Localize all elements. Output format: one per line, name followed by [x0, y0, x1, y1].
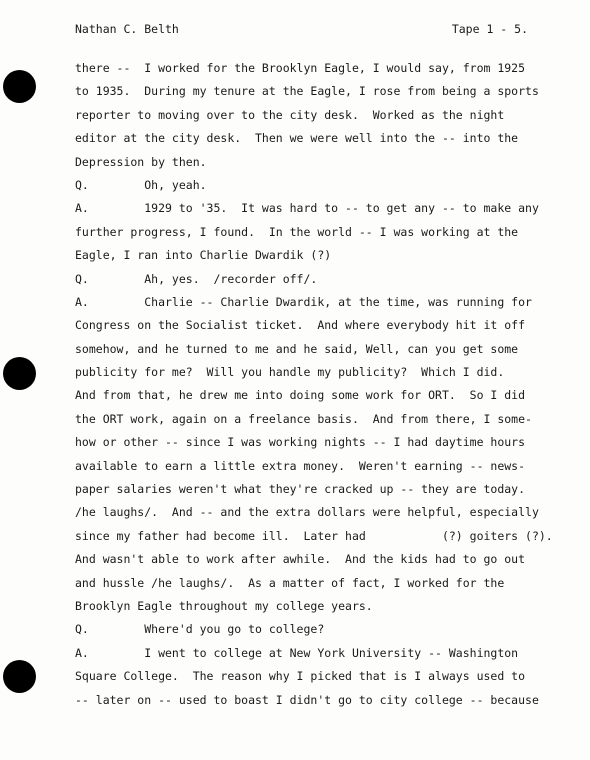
tape-page-number: Tape 1 - 5.	[451, 22, 528, 36]
text-line: Eagle, I ran into Charlie Dwardik (?)	[75, 248, 332, 263]
text-line: A. 1929 to '35. It was hard to -- to get any -- to make any	[75, 201, 539, 216]
text-line: Q. Ah, yes. /recorder off/.	[75, 271, 318, 286]
text-line: A. Charlie -- Charlie Dwardik, at the time, was running for	[75, 294, 532, 309]
text-line: since my father had become ill. Later had (?) goiters (?).	[75, 528, 553, 543]
text-line: and hussle /he laughs/. As a matter of fact, I worked for the	[75, 575, 505, 590]
text-line: somehow, and he turned to me and he said, Well, can you get some	[75, 341, 519, 356]
text-line: Depression by then.	[75, 154, 207, 169]
binder-hole-middle	[3, 357, 36, 390]
page-header	[75, 22, 528, 40]
text-line: the ORT work, again on a freelance basis. And from there, I some-	[75, 411, 532, 426]
text-line: paper salaries weren't what they're cracked up -- they are today.	[75, 482, 526, 497]
text-line: And wasn't able to work after awhile. And the kids had to go out	[75, 552, 526, 567]
text-line: A. I went to college at New York University -- Washington	[75, 645, 519, 660]
text-line: And from that, he drew me into doing some work for ORT. So I did	[75, 388, 526, 403]
binder-hole-bottom	[3, 660, 36, 693]
text-line: there -- I worked for the Brooklyn Eagle, I would say, from 1925	[75, 61, 526, 75]
text-line: Congress on the Socialist ticket. And where everybody hit it off	[75, 318, 526, 333]
text-line: further progress, I found. In the world -- I was working at the	[75, 224, 519, 239]
text-line: -- later on -- used to boast I didn't go to city college -- because	[75, 692, 539, 707]
text-line: how or other -- since I was working nights -- I had daytime hours	[75, 435, 526, 450]
transcript-body	[75, 57, 565, 712]
text-line: Square College. The reason why I picked that is I always used to	[75, 669, 526, 684]
text-line: editor at the city desk. Then we were well into the -- into the	[75, 131, 519, 146]
text-line: Q. Where'd you go to college?	[75, 622, 325, 637]
text-line: /he laughs/. And -- and the extra dollars were helpful, especially	[75, 505, 539, 520]
binder-hole-top	[3, 70, 36, 103]
interviewee-name: Nathan C. Belth	[75, 22, 179, 36]
text-line: to 1935. During my tenure at the Eagle, I rose from being a sports	[75, 84, 539, 99]
text-line: publicity for me? Will you handle my publicity? Which I did.	[75, 365, 505, 380]
text-line: reporter to moving over to the city desk. Worked as the night	[75, 107, 505, 122]
text-line: Brooklyn Eagle throughout my college years.	[75, 598, 373, 613]
text-line: available to earn a little extra money. Weren't earning -- news-	[75, 458, 526, 473]
text-line: Q. Oh, yeah.	[75, 177, 207, 192]
